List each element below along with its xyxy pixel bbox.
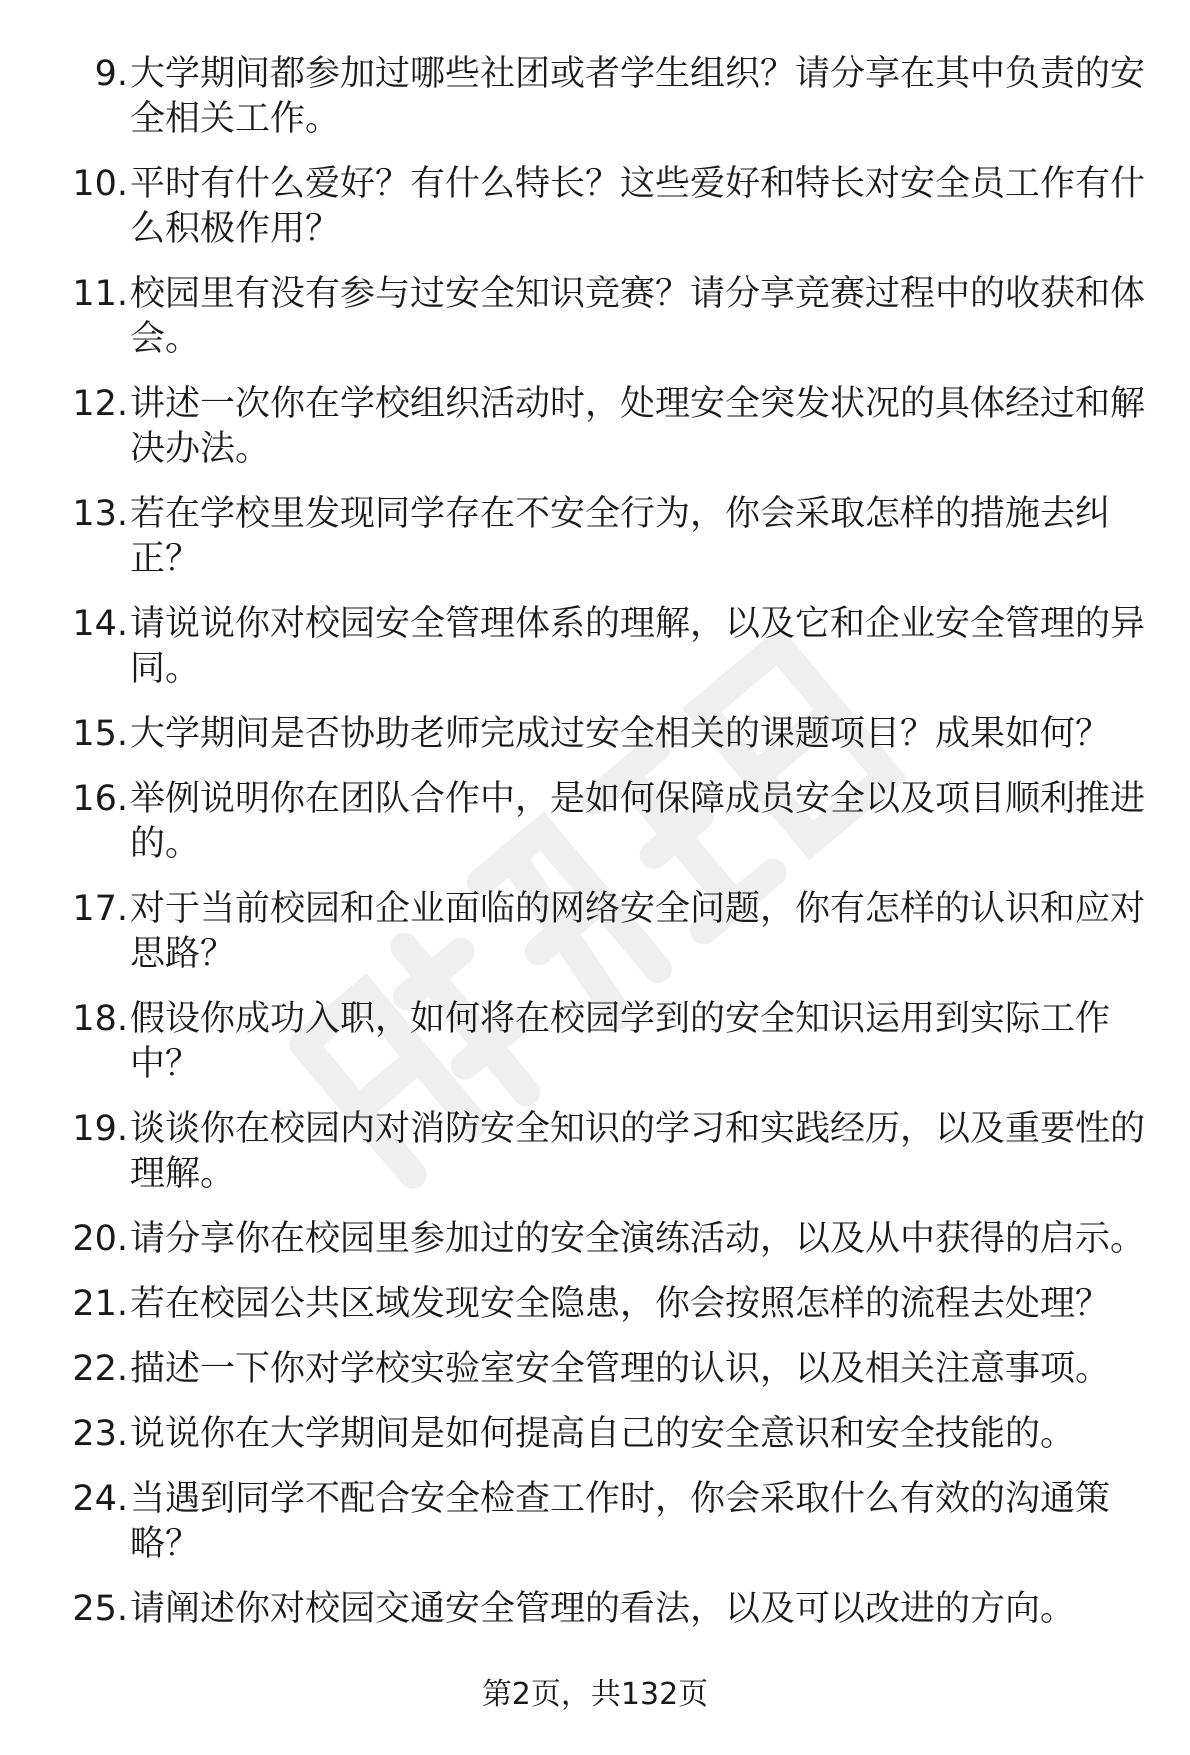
list-item [0,602,1190,692]
list-item [0,162,1190,252]
question-list [0,52,1190,1652]
question-number: 20. [72,1219,128,1259]
question-text: 假设你成功入职，如何将在校园学到的安全知识运用到实际工作中？ [130,999,1111,1084]
question-text: 举例说明你在团队合作中，是如何保障成员安全以及项目顺利推进的。 [130,779,1146,864]
list-item [0,997,1190,1087]
list-item [0,272,1190,362]
list-item [0,712,1190,757]
question-text: 校园里有没有参与过安全知识竞赛？请分享竞赛过程中的收获和体会。 [130,274,1146,359]
question-text: 讲述一次你在学校组织活动时，处理安全突发状况的具体经过和解决办法。 [130,384,1146,469]
question-text: 若在校园公共区域发现安全隐患，你会按照怎样的流程去处理？ [130,1284,1111,1324]
list-item [0,887,1190,977]
list-item [0,1477,1190,1567]
question-number: 15. [72,714,128,754]
page-number: 第2页，共132页 [481,1677,709,1712]
list-item [0,1282,1190,1327]
question-text: 对于当前校园和企业面临的网络安全问题，你有怎样的认识和应对思路？ [130,889,1146,974]
list-item [0,52,1190,142]
list-item [0,1107,1190,1197]
question-number: 10. [72,164,128,204]
list-item [0,1412,1190,1457]
question-number: 19. [72,1109,128,1149]
list-item [0,1587,1190,1632]
list-item [0,492,1190,582]
list-item [0,777,1190,867]
question-text: 谈谈你在校园内对消防安全知识的学习和实践经历，以及重要性的理解。 [130,1109,1146,1194]
question-number: 12. [72,384,128,424]
question-number: 22. [72,1349,128,1389]
question-text: 大学期间是否协助老师完成过安全相关的课题项目？成果如何？ [130,714,1111,754]
question-number: 24. [72,1479,128,1519]
question-text: 大学期间都参加过哪些社团或者学生组织？请分享在其中负责的安全相关工作。 [130,54,1146,139]
list-item [0,1217,1190,1262]
question-text: 若在学校里发现同学存在不安全行为，你会采取怎样的措施去纠正？ [130,494,1111,579]
question-number: 13. [72,494,128,534]
question-number: 18. [72,999,128,1039]
question-text: 请阐述你对校园交通安全管理的看法，以及可以改进的方向。 [130,1589,1076,1629]
question-number: 9. [94,54,128,94]
question-text: 说说你在大学期间是如何提高自己的安全意识和安全技能的。 [130,1414,1076,1454]
question-text: 请分享你在校园里参加过的安全演练活动，以及从中获得的启示。 [130,1219,1146,1259]
list-item [0,382,1190,472]
question-number: 21. [72,1284,128,1324]
question-number: 16. [72,779,128,819]
question-text: 请说说你对校园安全管理体系的理解，以及它和企业安全管理的异同。 [130,604,1146,689]
question-text: 描述一下你对学校实验室安全管理的认识，以及相关注意事项。 [130,1349,1111,1389]
list-item [0,1347,1190,1392]
question-text: 平时有什么爱好？有什么特长？这些爱好和特长对安全员工作有什么积极作用？ [130,164,1146,249]
question-number: 17. [72,889,128,929]
question-number: 14. [72,604,128,644]
question-number: 11. [72,274,128,314]
question-number: 25. [72,1589,128,1629]
question-text: 当遇到同学不配合安全检查工作时，你会采取什么有效的沟通策略？ [130,1479,1111,1564]
question-number: 23. [72,1414,128,1454]
